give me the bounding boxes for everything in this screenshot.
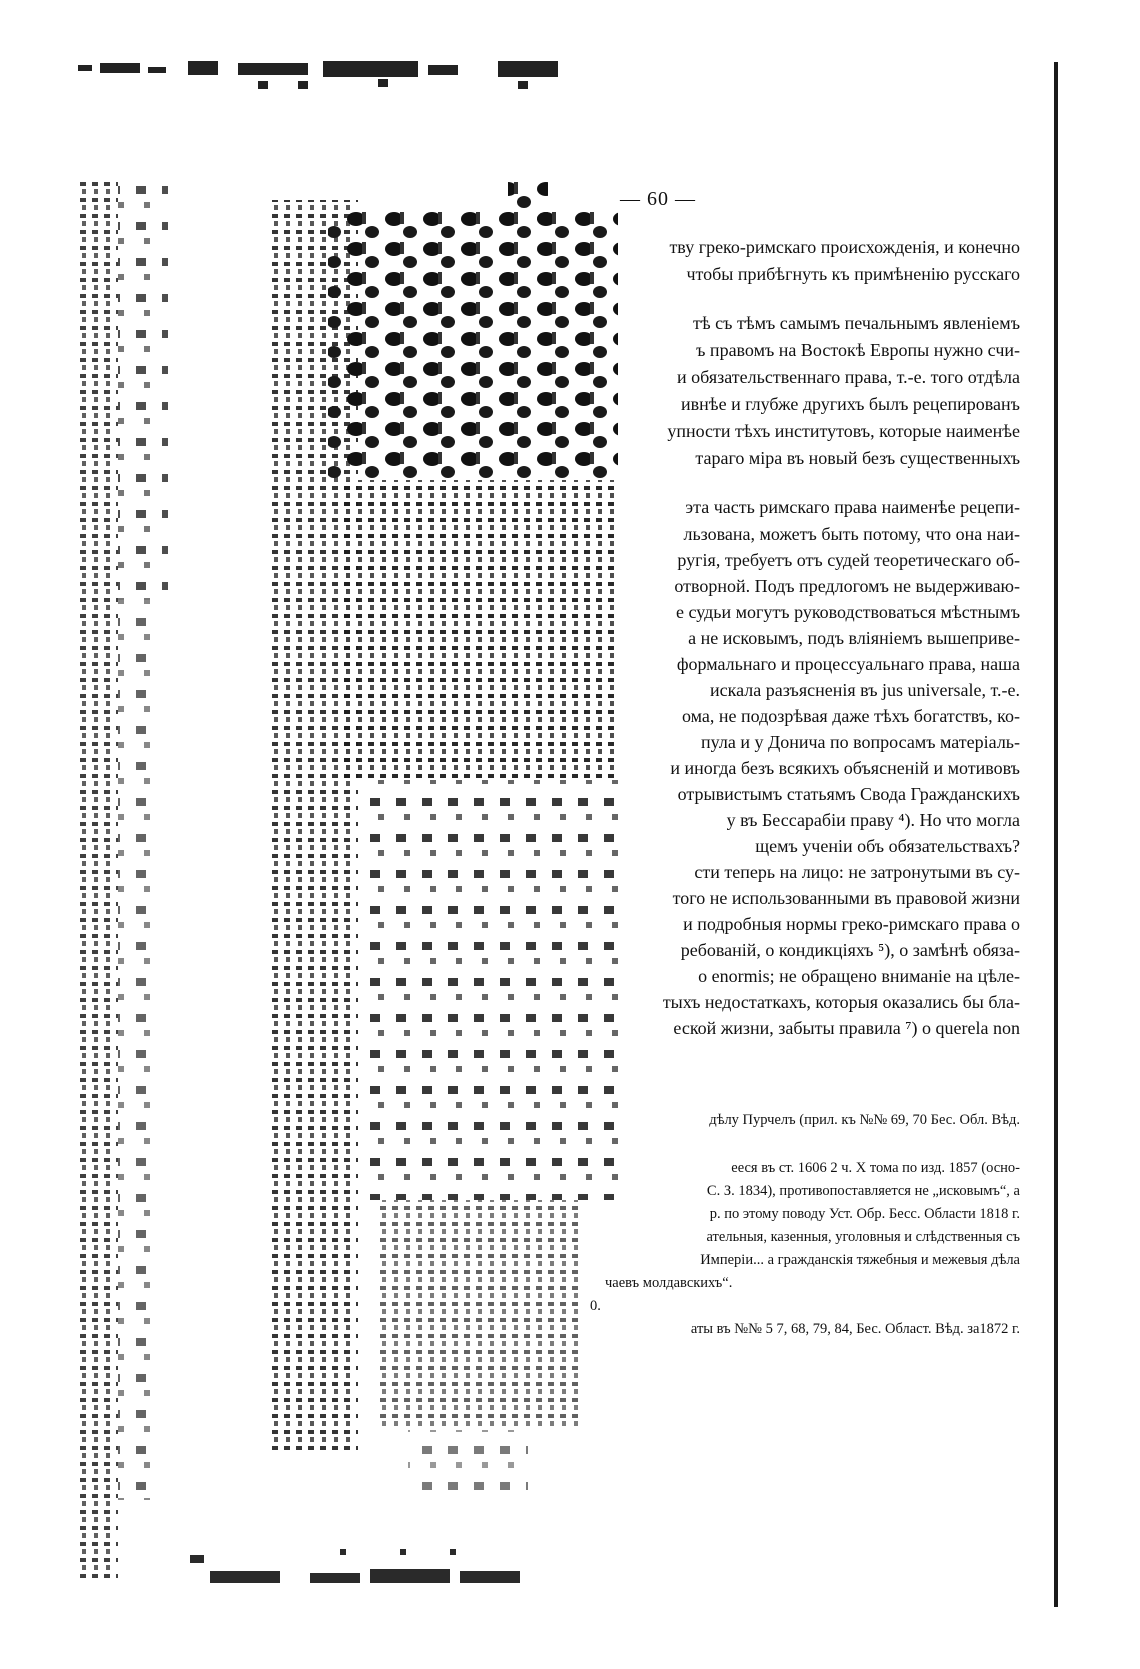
footnote-line: дѣлу Пурчелъ (прил. къ №№ 69, 70 Бес. Обл. Вѣд. bbox=[709, 1112, 1020, 1128]
body-line: и подробныя нормы греко-римскаго права о bbox=[683, 914, 1020, 934]
body-line: льзована, можетъ быть потому, что она наи- bbox=[683, 524, 1020, 544]
footnote-line: С. З. 1834), противопоставляется не „исковымъ“, а bbox=[706, 1183, 1020, 1199]
body-line: тыхъ недостаткахъ, которыя оказались бы бла- bbox=[662, 992, 1020, 1012]
body-line: ребованій, о кондикціяхъ ⁵), о замѣнѣ обяза- bbox=[680, 940, 1020, 960]
body-line: формальнаго и процессуальнаго права, наша bbox=[676, 654, 1020, 674]
footnote-line: аты въ №№ 5 7, 68, 79, 84, Бес. Област. Вѣд. за1872 г. bbox=[690, 1321, 1020, 1337]
body-line: искала разъясненія въ jus universale, т.-е. bbox=[710, 680, 1020, 700]
body-line: о enormis; не обращено вниманіе на цѣле- bbox=[698, 966, 1020, 986]
body-line: ъ правомъ на Востокѣ Европы нужно счи- bbox=[696, 340, 1020, 360]
right-binding-rule bbox=[1054, 62, 1058, 1607]
body-line: сти теперь на лицо: не затронутыми въ су- bbox=[694, 862, 1020, 882]
body-line: эта часть римскаго права наименѣе рецепи- bbox=[685, 497, 1020, 517]
bottom-scan-noise bbox=[190, 1545, 550, 1600]
footnote-line: р. по этому поводу Уст. Обр. Бесс. Области 1818 г. bbox=[709, 1206, 1020, 1222]
body-line: отворной. Подъ предлогомъ не выдерживаю- bbox=[674, 576, 1020, 596]
body-line: щемъ ученіи объ обязательствахъ? bbox=[755, 836, 1020, 856]
body-line: ома, не подозрѣвая даже тѣхъ богатствъ, ко- bbox=[681, 706, 1020, 726]
footnote-line: 0. bbox=[590, 1298, 601, 1314]
body-line: ругія, требуетъ отъ судей теоретическаго об- bbox=[677, 550, 1020, 570]
body-line: упности тѣхъ институтовъ, которые наименѣе bbox=[667, 421, 1020, 441]
body-line: пула и у Донича по вопросамъ матеріаль- bbox=[701, 732, 1020, 752]
top-scan-noise bbox=[78, 55, 618, 95]
footnote-line: чаевъ молдавскихъ“. bbox=[605, 1275, 733, 1291]
body-line: и иногда безъ всякихъ объясненій и мотивовъ bbox=[670, 758, 1020, 778]
footnote-line: Имперіи... а гражданскія тяжебныя и межевыя дѣла bbox=[700, 1252, 1020, 1268]
body-line: е судьи могутъ руководствоваться мѣстнымъ bbox=[676, 602, 1020, 622]
page-number: — 60 — bbox=[620, 188, 696, 210]
body-line: ивнѣе и глубже другихъ былъ рецепированъ bbox=[681, 394, 1020, 414]
body-line: тѣ съ тѣмъ самымъ печальнымъ явленіемъ bbox=[693, 313, 1020, 333]
body-line: а не исковымъ, подъ вліяніемъ вышеприве- bbox=[688, 628, 1020, 648]
body-line: чтобы прибѣгнуть къ примѣненію русскаго bbox=[686, 264, 1020, 284]
body-line: и обязательственнаго права, т.-е. того отдѣла bbox=[677, 367, 1020, 387]
body-line: еской жизни, забыты правила ⁷) о querela non bbox=[673, 1018, 1020, 1038]
body-line: отрывистымъ статьямъ Свода Гражданскихъ bbox=[677, 784, 1020, 804]
left-scan-noise bbox=[78, 180, 618, 1580]
body-line: тараго міра въ новый безъ существенныхъ bbox=[695, 448, 1020, 468]
body-line: того не использованными въ правовой жизни bbox=[672, 888, 1020, 908]
footnote-line: ееся въ ст. 1606 2 ч. X тома по изд. 1857 (осно- bbox=[731, 1160, 1020, 1176]
footnote-line: ательныя, казенныя, уголовныя и слѣдственныя съ bbox=[706, 1229, 1020, 1245]
body-line: у въ Бессарабіи праву ⁴). Но что могла bbox=[726, 810, 1020, 830]
body-line: тву греко-римскаго происхожденія, и конечно bbox=[669, 237, 1020, 257]
